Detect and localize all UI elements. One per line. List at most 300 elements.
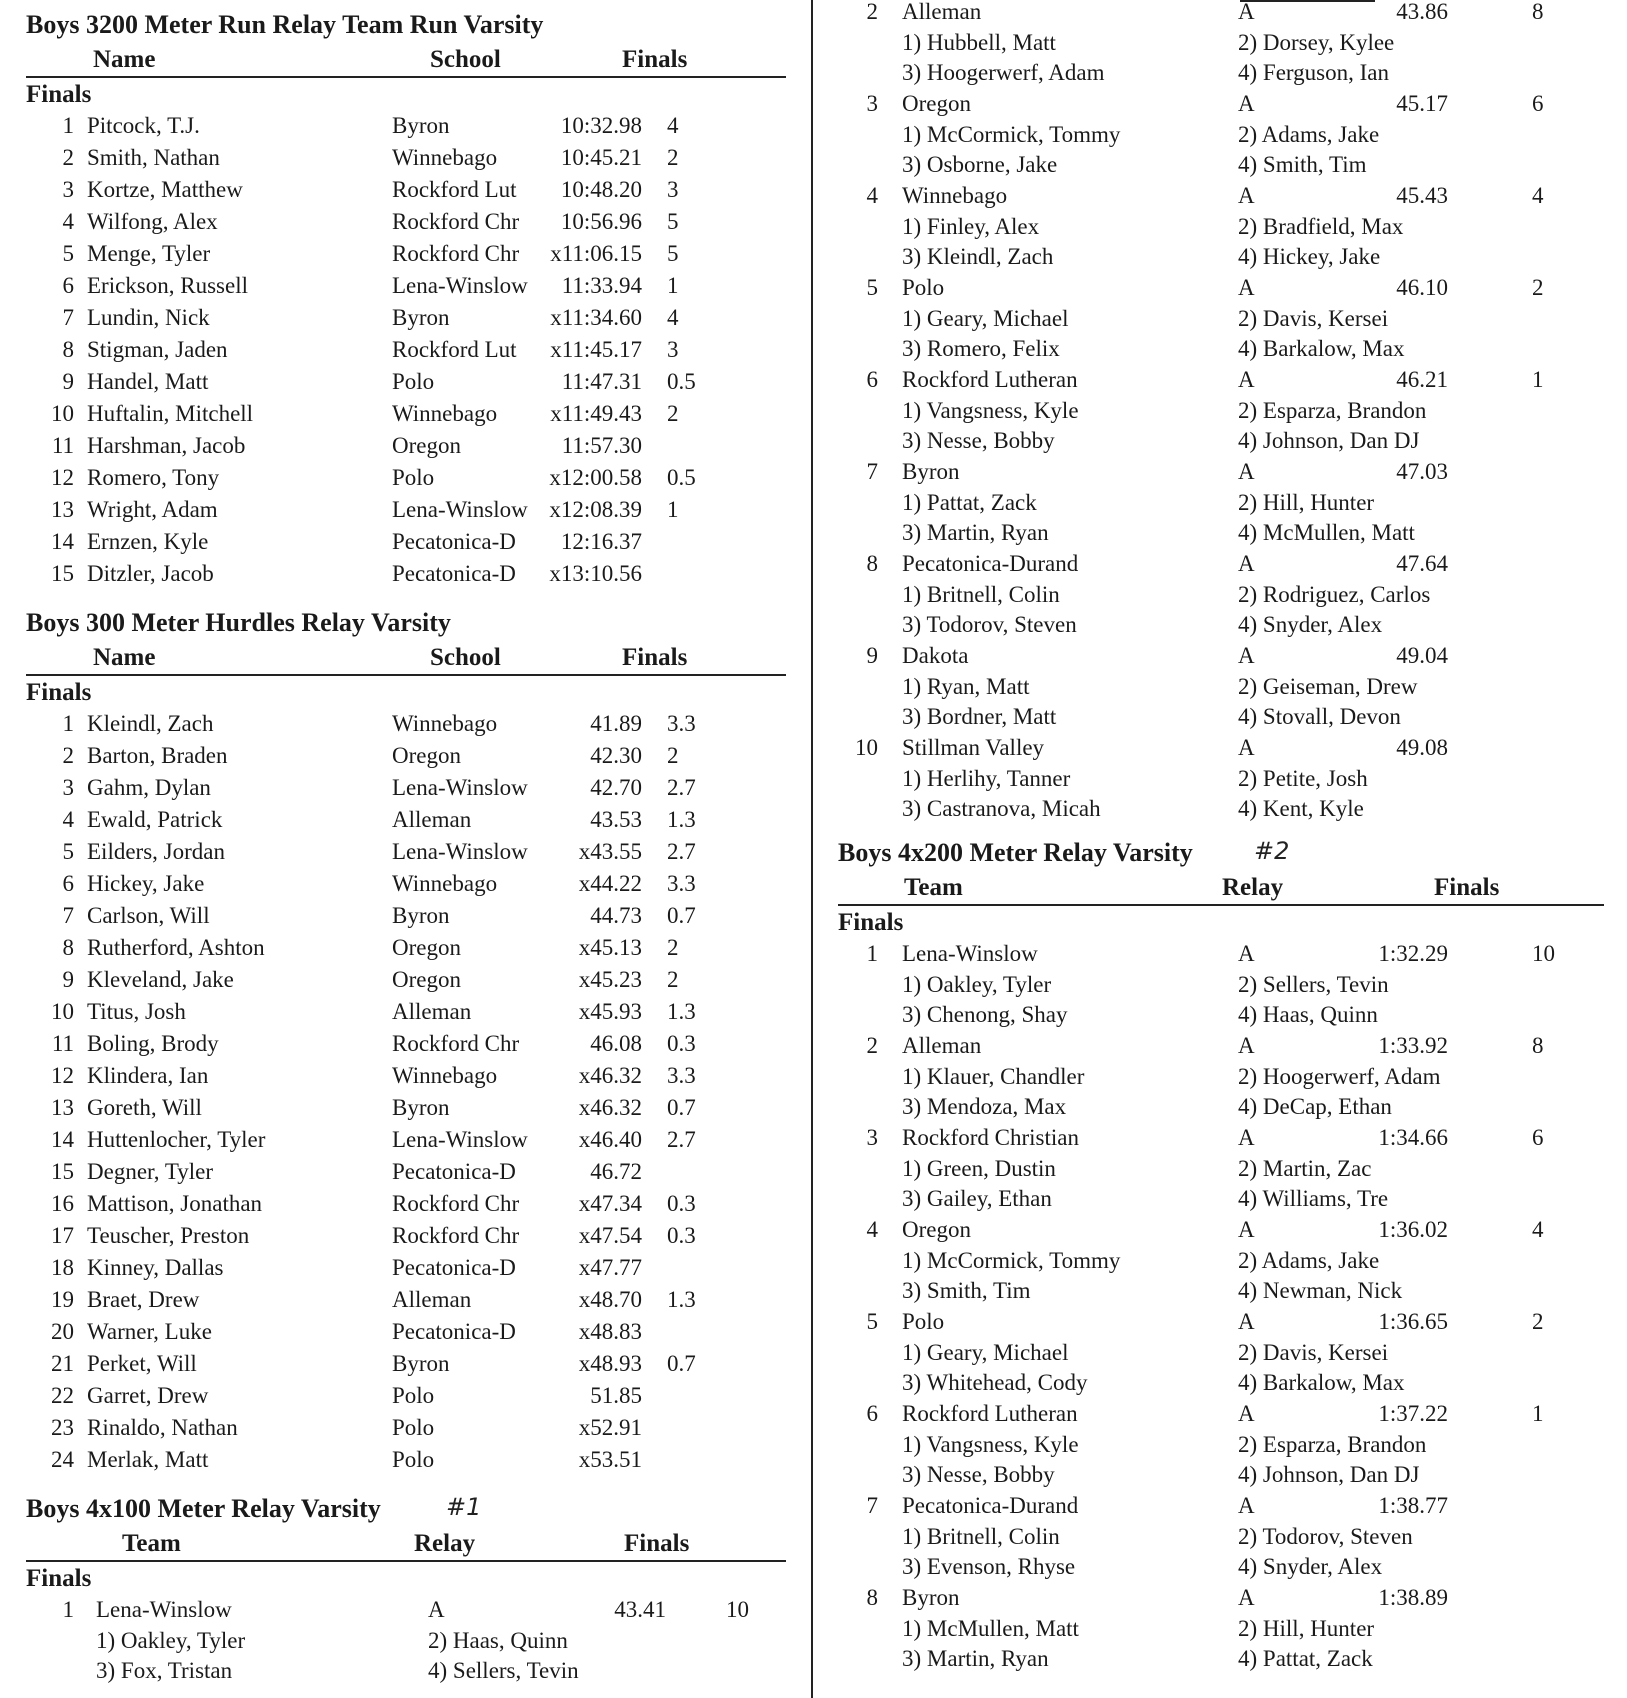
relay-member: 3) Nesse, Bobby xyxy=(902,428,1055,453)
place: 2 xyxy=(866,0,878,24)
relay-member: 4) Johnson, Dan DJ xyxy=(1238,1462,1420,1487)
relay-members-row xyxy=(838,1644,1604,1674)
place: 18 xyxy=(51,1255,74,1280)
place: 10 xyxy=(855,735,878,760)
team-name: Dakota xyxy=(902,643,969,668)
relay-letter: A xyxy=(1238,1493,1255,1518)
place: 10 xyxy=(51,999,74,1024)
place: 5 xyxy=(866,275,878,300)
place: 15 xyxy=(51,561,74,586)
school: Rockford Lut xyxy=(392,337,517,362)
points: 4 xyxy=(1532,1217,1544,1242)
points: 8 xyxy=(1532,1033,1544,1058)
points: 2 xyxy=(667,967,679,992)
relay-member: 4) McMullen, Matt xyxy=(1238,520,1415,545)
finals-time: 44.73 xyxy=(590,903,642,928)
finals-time: 11:33.94 xyxy=(561,273,642,298)
place: 23 xyxy=(51,1415,74,1440)
relay-letter: A xyxy=(1238,1309,1255,1334)
finals-time: x48.70 xyxy=(578,1287,642,1312)
relay-team-row xyxy=(838,938,1604,970)
relay-members-row xyxy=(838,58,1604,88)
finals-time: x13:10.56 xyxy=(549,561,642,586)
handwritten-annotation: #2 xyxy=(1254,837,1290,865)
relay-member: 4) Haas, Quinn xyxy=(1238,1002,1378,1027)
result-row xyxy=(26,1188,786,1220)
place: 21 xyxy=(51,1351,74,1376)
athlete-name: Rutherford, Ashton xyxy=(87,935,265,960)
place: 4 xyxy=(866,183,878,208)
athlete-name: Handel, Matt xyxy=(87,369,209,394)
relay-member: 2) Davis, Kersei xyxy=(1238,1340,1389,1365)
team-name: Oregon xyxy=(902,91,971,116)
school: Polo xyxy=(392,1383,435,1408)
relay-member: 3) Nesse, Bobby xyxy=(902,1462,1055,1487)
relay-team-row xyxy=(838,88,1604,120)
relay-members-row xyxy=(838,610,1604,640)
finals-time: 45.17 xyxy=(1396,91,1448,116)
relay-member: 3) Romero, Felix xyxy=(902,336,1060,361)
column-header-4x200 xyxy=(838,870,1604,906)
result-row xyxy=(26,558,786,590)
result-row xyxy=(26,110,786,142)
finals-label: Finals xyxy=(838,909,904,936)
team-name: Byron xyxy=(902,1585,960,1610)
header-finals: Finals xyxy=(622,644,688,671)
place: 3 xyxy=(62,177,74,202)
finals-time: x53.51 xyxy=(578,1447,642,1472)
relay-member: 4) Pattat, Zack xyxy=(1238,1646,1373,1671)
finals-time: x52.91 xyxy=(578,1415,642,1440)
relay-member: 3) Osborne, Jake xyxy=(902,152,1058,177)
relay-members-row xyxy=(838,672,1604,702)
relay-team-row xyxy=(26,1594,786,1626)
relay-members-row xyxy=(26,1656,786,1686)
relay-member: 3) Bordner, Matt xyxy=(902,704,1057,729)
place: 1 xyxy=(62,113,74,138)
relay-members-row xyxy=(838,488,1604,518)
relay-member: 2) Haas, Quinn xyxy=(428,1628,568,1653)
points: 6 xyxy=(1532,1125,1544,1150)
relay-member: 3) Chenong, Shay xyxy=(902,1002,1068,1027)
finals-time: 10:48.20 xyxy=(560,177,642,202)
result-row xyxy=(26,708,786,740)
relay-results-4x200 xyxy=(838,938,1604,1674)
athlete-name: Klindera, Ian xyxy=(87,1063,209,1088)
team-name: Stillman Valley xyxy=(902,735,1045,760)
team-name: Oregon xyxy=(902,1217,971,1242)
relay-members-row xyxy=(838,334,1604,364)
header-school: School xyxy=(430,46,501,73)
place: 1 xyxy=(62,711,74,736)
points: 2 xyxy=(667,401,679,426)
column-divider xyxy=(811,0,813,1698)
right-column xyxy=(838,0,1604,1674)
points: 2 xyxy=(1532,275,1544,300)
athlete-name: Degner, Tyler xyxy=(87,1159,214,1184)
relay-member: 1) Vangsness, Kyle xyxy=(902,398,1079,423)
finals-time: x11:45.17 xyxy=(550,337,642,362)
athlete-name: Smith, Nathan xyxy=(87,145,220,170)
finals-time: 45.43 xyxy=(1396,183,1448,208)
result-row xyxy=(26,238,786,270)
relay-member: 3) Smith, Tim xyxy=(902,1278,1031,1303)
result-row xyxy=(26,1028,786,1060)
relay-letter: A xyxy=(1238,91,1255,116)
relay-member: 1) McCormick, Tommy xyxy=(902,1248,1121,1273)
team-name: Rockford Lutheran xyxy=(902,1401,1078,1426)
result-row xyxy=(26,462,786,494)
finals-time: 11:47.31 xyxy=(561,369,642,394)
relay-members-row xyxy=(838,1552,1604,1582)
place: 3 xyxy=(866,91,878,116)
finals-time: x45.13 xyxy=(578,935,642,960)
athlete-name: Kleindl, Zach xyxy=(87,711,214,736)
relay-member: 2) Adams, Jake xyxy=(1238,122,1380,147)
points: 3.3 xyxy=(667,871,696,896)
place: 14 xyxy=(51,1127,74,1152)
relay-team-row xyxy=(838,456,1604,488)
relay-member: 4) Snyder, Alex xyxy=(1238,612,1383,637)
athlete-name: Titus, Josh xyxy=(87,999,186,1024)
athlete-name: Garret, Drew xyxy=(87,1383,209,1408)
relay-member: 1) Green, Dustin xyxy=(902,1156,1056,1181)
relay-members-row xyxy=(838,242,1604,272)
relay-members-row xyxy=(838,28,1604,58)
relay-member: 2) Adams, Jake xyxy=(1238,1248,1380,1273)
place: 7 xyxy=(62,903,74,928)
points: 1 xyxy=(667,497,679,522)
points: 1.3 xyxy=(667,807,696,832)
relay-members-row xyxy=(838,304,1604,334)
team-name: Rockford Christian xyxy=(902,1125,1079,1150)
points: 1 xyxy=(1532,367,1544,392)
place: 6 xyxy=(866,367,878,392)
relay-team-row xyxy=(838,548,1604,580)
school: Oregon xyxy=(392,433,461,458)
finals-time: x12:00.58 xyxy=(549,465,642,490)
place: 17 xyxy=(51,1223,74,1248)
athlete-name: Kinney, Dallas xyxy=(87,1255,224,1280)
athlete-name: Wright, Adam xyxy=(87,497,218,522)
relay-member: 1) Klauer, Chandler xyxy=(902,1064,1085,1089)
place: 8 xyxy=(866,1585,878,1610)
event-title-text: Boys 4x100 Meter Relay Varsity xyxy=(26,1494,381,1523)
school: Pecatonica-D xyxy=(392,1159,516,1184)
place: 19 xyxy=(51,1287,74,1312)
school: Rockford Chr xyxy=(392,1191,520,1216)
finals-time: 46.21 xyxy=(1396,367,1448,392)
finals-time: 46.08 xyxy=(590,1031,642,1056)
finals-time: x45.23 xyxy=(578,967,642,992)
place: 3 xyxy=(866,1125,878,1150)
result-row xyxy=(26,868,786,900)
school: Oregon xyxy=(392,743,461,768)
finals-time: x46.32 xyxy=(578,1063,642,1088)
place: 2 xyxy=(62,145,74,170)
finals-time: 47.03 xyxy=(1396,459,1448,484)
result-row xyxy=(26,740,786,772)
relay-member: 1) Oakley, Tyler xyxy=(96,1628,246,1653)
team-name: Lena-Winslow xyxy=(96,1597,232,1622)
place: 11 xyxy=(51,433,74,458)
event-title-4x100 xyxy=(26,1492,786,1526)
result-row xyxy=(26,398,786,430)
place: 5 xyxy=(866,1309,878,1334)
relay-members-row xyxy=(838,396,1604,426)
relay-member: 2) Todorov, Steven xyxy=(1238,1524,1413,1549)
event-title-300h: Boys 300 Meter Hurdles Relay Varsity xyxy=(26,608,451,637)
relay-team-row xyxy=(838,1490,1604,1522)
header-name: Name xyxy=(93,644,156,671)
finals-time: x48.83 xyxy=(578,1319,642,1344)
relay-team-row xyxy=(838,1214,1604,1246)
school: Winnebago xyxy=(392,871,498,896)
school: Byron xyxy=(392,1351,450,1376)
school: Oregon xyxy=(392,967,461,992)
header-finals: Finals xyxy=(622,46,688,73)
relay-member: 4) Hickey, Jake xyxy=(1238,244,1381,269)
relay-member: 3) Evenson, Rhyse xyxy=(902,1554,1076,1579)
place: 12 xyxy=(51,465,74,490)
relay-member: 4) Barkalow, Max xyxy=(1238,1370,1405,1395)
header-name: Name xyxy=(93,46,156,73)
relay-letter: A xyxy=(1238,735,1255,760)
athlete-name: Harshman, Jacob xyxy=(87,433,246,458)
result-row xyxy=(26,772,786,804)
points: 6 xyxy=(1532,91,1544,116)
relay-letter: A xyxy=(1238,551,1255,576)
points: 3 xyxy=(667,337,679,362)
place: 14 xyxy=(51,529,74,554)
relay-member: 4) Snyder, Alex xyxy=(1238,1554,1383,1579)
result-row xyxy=(26,1156,786,1188)
result-row xyxy=(26,804,786,836)
result-row xyxy=(26,1316,786,1348)
place: 8 xyxy=(866,551,878,576)
result-row xyxy=(26,900,786,932)
result-row xyxy=(26,270,786,302)
relay-member: 4) Kent, Kyle xyxy=(1238,796,1364,821)
points: 0.3 xyxy=(667,1223,696,1248)
relay-member: 3) Mendoza, Max xyxy=(902,1094,1067,1119)
points: 0.7 xyxy=(667,903,696,928)
athlete-name: Gahm, Dylan xyxy=(87,775,211,800)
relay-members-row xyxy=(838,1522,1604,1552)
athlete-name: Rinaldo, Nathan xyxy=(87,1415,238,1440)
relay-member: 3) Hoogerwerf, Adam xyxy=(902,60,1105,85)
place: 24 xyxy=(51,1447,74,1472)
header-team: Team xyxy=(904,874,963,901)
result-row xyxy=(26,366,786,398)
relay-members-row xyxy=(838,426,1604,456)
school: Byron xyxy=(392,903,450,928)
relay-letter: A xyxy=(1238,643,1255,668)
header-finals: Finals xyxy=(1434,874,1500,901)
athlete-name: Stigman, Jaden xyxy=(87,337,228,362)
relay-member: 2) Sellers, Tevin xyxy=(1238,972,1389,997)
relay-member: 1) McCormick, Tommy xyxy=(902,122,1121,147)
athlete-name: Merlak, Matt xyxy=(87,1447,209,1472)
relay-member: 2) Hoogerwerf, Adam xyxy=(1238,1064,1441,1089)
athlete-name: Ditzler, Jacob xyxy=(87,561,214,586)
athlete-name: Goreth, Will xyxy=(87,1095,202,1120)
relay-team-row xyxy=(838,1030,1604,1062)
result-row xyxy=(26,1124,786,1156)
athlete-name: Barton, Braden xyxy=(87,743,228,768)
team-name: Polo xyxy=(902,1309,945,1334)
relay-letter: A xyxy=(1238,1033,1255,1058)
place: 4 xyxy=(62,209,74,234)
school: Polo xyxy=(392,1415,435,1440)
place: 8 xyxy=(62,337,74,362)
school: Polo xyxy=(392,465,435,490)
place: 6 xyxy=(62,273,74,298)
finals-time: 1:34.66 xyxy=(1378,1125,1448,1150)
place: 11 xyxy=(51,1031,74,1056)
relay-letter: A xyxy=(1238,1401,1255,1426)
relay-members-row xyxy=(838,518,1604,548)
relay-letter: A xyxy=(1238,367,1255,392)
relay-members-row xyxy=(838,1062,1604,1092)
athlete-name: Menge, Tyler xyxy=(87,241,211,266)
relay-member: 3) Castranova, Micah xyxy=(902,796,1101,821)
place: 9 xyxy=(62,369,74,394)
relay-members-row xyxy=(838,580,1604,610)
relay-member: 4) Johnson, Dan DJ xyxy=(1238,428,1420,453)
finals-time: 11:57.30 xyxy=(561,433,642,458)
finals-time: 1:38.77 xyxy=(1378,1493,1448,1518)
place: 5 xyxy=(62,241,74,266)
result-row xyxy=(26,1060,786,1092)
points: 2.7 xyxy=(667,775,696,800)
finals-time: x43.55 xyxy=(578,839,642,864)
finals-time: x46.40 xyxy=(578,1127,642,1152)
place: 5 xyxy=(62,839,74,864)
event-title-text: Boys 4x200 Meter Relay Varsity xyxy=(838,838,1193,867)
finals-label: Finals xyxy=(26,1565,92,1592)
relay-member: 1) Ryan, Matt xyxy=(902,674,1030,699)
place: 7 xyxy=(866,1493,878,1518)
column-header-4x100 xyxy=(26,1526,786,1562)
school: Byron xyxy=(392,113,450,138)
team-name: Rockford Lutheran xyxy=(902,367,1078,392)
header-relay: Relay xyxy=(1222,874,1284,901)
athlete-name: Teuscher, Preston xyxy=(87,1223,250,1248)
athlete-name: Pitcock, T.J. xyxy=(87,113,200,138)
school: Lena-Winslow xyxy=(392,839,528,864)
finals-time: x45.93 xyxy=(578,999,642,1024)
finals-time: x11:34.60 xyxy=(550,305,642,330)
school: Rockford Chr xyxy=(392,1223,520,1248)
relay-member: 2) Dorsey, Kylee xyxy=(1238,30,1395,55)
finals-time: x44.22 xyxy=(578,871,642,896)
relay-member: 3) Fox, Tristan xyxy=(96,1658,233,1683)
relay-members-row xyxy=(838,1276,1604,1306)
finals-time: 49.08 xyxy=(1396,735,1448,760)
finals-time: 10:56.96 xyxy=(560,209,642,234)
finals-time: 43.86 xyxy=(1396,0,1448,24)
points: 0.7 xyxy=(667,1351,696,1376)
points: 1.3 xyxy=(667,999,696,1024)
place: 7 xyxy=(62,305,74,330)
event-title-4x200 xyxy=(838,836,1604,870)
points: 0.5 xyxy=(667,369,696,394)
place: 15 xyxy=(51,1159,74,1184)
relay-member: 1) Britnell, Colin xyxy=(902,1524,1060,1549)
points: 1.3 xyxy=(667,1287,696,1312)
points: 3.3 xyxy=(667,1063,696,1088)
relay-team-row xyxy=(838,1398,1604,1430)
result-row xyxy=(26,964,786,996)
relay-member: 2) Hill, Hunter xyxy=(1238,1616,1375,1641)
relay-team-row xyxy=(838,1122,1604,1154)
result-row xyxy=(26,996,786,1028)
school: Pecatonica-D xyxy=(392,529,516,554)
relay-members-row xyxy=(838,1000,1604,1030)
finals-time: 41.89 xyxy=(590,711,642,736)
place: 13 xyxy=(51,497,74,522)
result-row xyxy=(26,206,786,238)
athlete-name: Perket, Will xyxy=(87,1351,197,1376)
points: 1 xyxy=(667,273,679,298)
school: Alleman xyxy=(392,999,472,1024)
finals-time: x47.77 xyxy=(578,1255,642,1280)
relay-members-row xyxy=(838,1246,1604,1276)
points: 0.3 xyxy=(667,1031,696,1056)
results-3200 xyxy=(26,110,786,590)
relay-member: 3) Whitehead, Cody xyxy=(902,1370,1088,1395)
athlete-name: Eilders, Jordan xyxy=(87,839,225,864)
place: 16 xyxy=(51,1191,74,1216)
relay-member: 2) Rodriguez, Carlos xyxy=(1238,582,1431,607)
athlete-name: Romero, Tony xyxy=(87,465,220,490)
place: 6 xyxy=(62,871,74,896)
team-name: Lena-Winslow xyxy=(902,941,1038,966)
athlete-name: Kortze, Matthew xyxy=(87,177,243,202)
relay-member: 2) Geiseman, Drew xyxy=(1238,674,1418,699)
points: 0.3 xyxy=(667,1191,696,1216)
relay-letter: A xyxy=(1238,1217,1255,1242)
relay-letter: A xyxy=(1238,941,1255,966)
points: 0.7 xyxy=(667,1095,696,1120)
relay-members-row xyxy=(838,1368,1604,1398)
left-column xyxy=(26,0,786,1686)
finals-time: x47.34 xyxy=(578,1191,642,1216)
relay-member: 4) Sellers, Tevin xyxy=(428,1658,579,1683)
points: 2.7 xyxy=(667,839,696,864)
relay-members-row xyxy=(838,702,1604,732)
finals-time: 1:32.29 xyxy=(1378,941,1448,966)
athlete-name: Carlson, Will xyxy=(87,903,210,928)
relay-member: 2) Esparza, Brandon xyxy=(1238,398,1427,423)
relay-team-row xyxy=(838,640,1604,672)
school: Rockford Chr xyxy=(392,1031,520,1056)
points: 2.7 xyxy=(667,1127,696,1152)
points: 4 xyxy=(1532,183,1544,208)
finals-time: 1:38.89 xyxy=(1378,1585,1448,1610)
school: Lena-Winslow xyxy=(392,775,528,800)
team-name: Alleman xyxy=(902,1033,982,1058)
relay-member: 1) Oakley, Tyler xyxy=(902,972,1052,997)
header-school: School xyxy=(430,644,501,671)
points: 3.3 xyxy=(667,711,696,736)
relay-letter: A xyxy=(1238,1585,1255,1610)
relay-members-row xyxy=(838,1614,1604,1644)
points: 2 xyxy=(667,145,679,170)
relay-member: 4) Newman, Nick xyxy=(1238,1278,1403,1303)
finals-label: Finals xyxy=(26,679,92,706)
